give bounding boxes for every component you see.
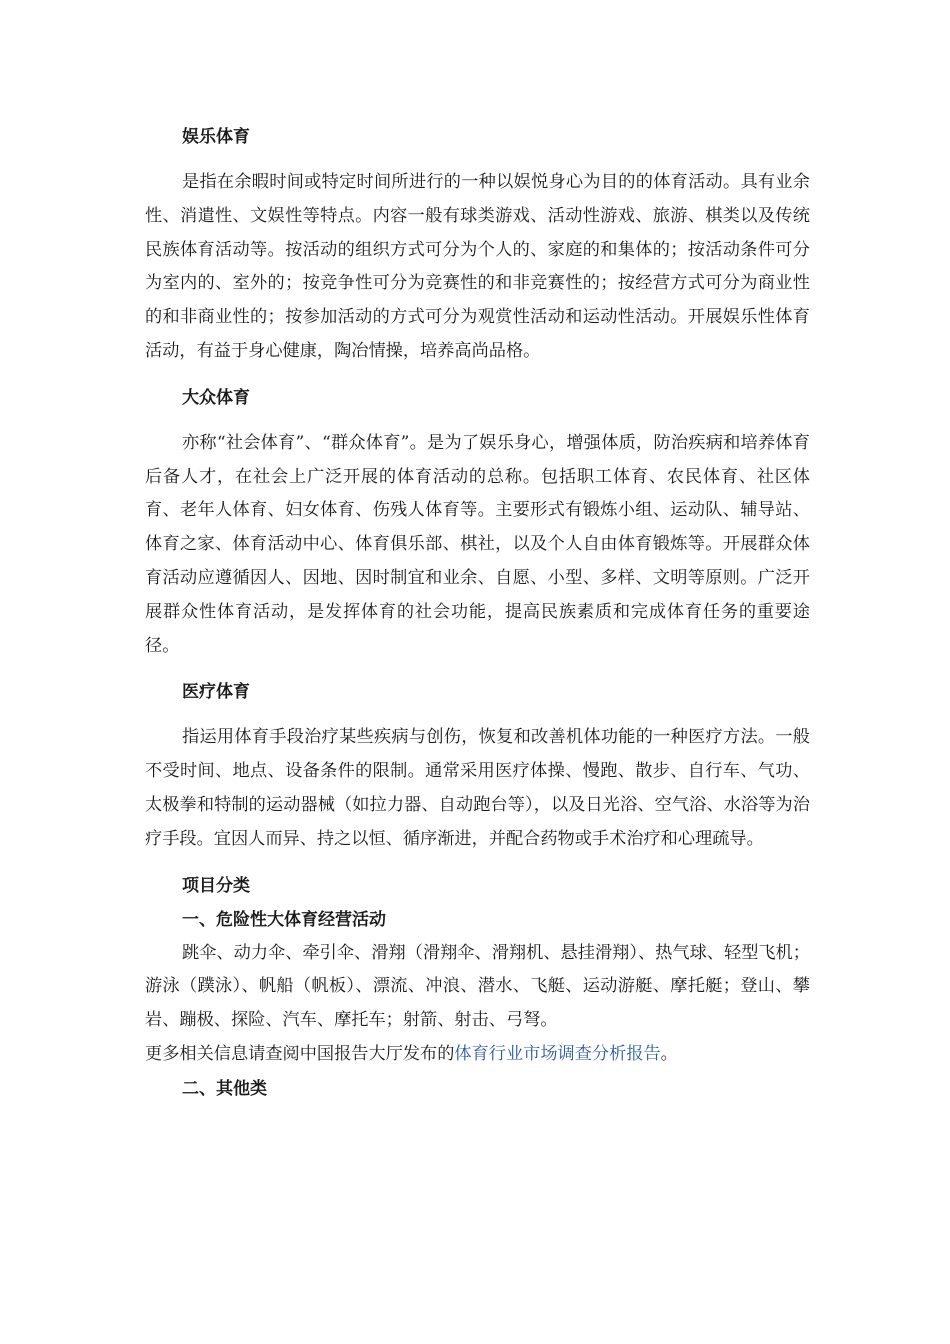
document-content: [145, 120, 810, 1106]
heading-high-risk-activities: 一、危险性大体育经营活动: [182, 909, 386, 930]
heading-project-classification: 项目分类: [182, 875, 250, 896]
paragraph-medical-sports: 指运用体育手段治疗某些疾病与创伤，恢复和改善机体功能的一种医疗方法。一般不受时间、地点、设备条件的限制。通常采用医疗体操、慢跑、散步、自行车、气功、太极拳和特制的运动器械（如拉力器、自动跑台等），以及日光浴、空气浴、水浴等为治疗手段。宜因人而异、持之以恒、循序渐进，并配合药物或手术治疗和心理疏导。: [145, 727, 810, 849]
more-info-suffix: 。: [660, 1043, 678, 1064]
paragraph-more-info: [145, 1038, 810, 1072]
paragraph-entertainment-sports: 是指在余暇时间或特定时间所进行的一种以娱悦身心为目的的体育活动。具有业余性、消遣性、文娱性等特点。内容一般有球类游戏、活动性游戏、旅游、棋类以及传统民族体育活动等。按活动的组织方式可分为个人的、家庭的和集体的；按活动条件可分为室内的、室外的；按竞争性可分为竞赛性的和非竞赛性的；按经营方式可分为商业性的和非商业性的；按参加活动的方式可分为观赏性活动和运动性活动。开展娱乐性体育活动，有益于身心健康，陶冶情操，培养高尚品格。: [145, 172, 810, 361]
more-info-prefix: 更多相关信息请查阅中国报告大厅发布的: [145, 1043, 455, 1064]
heading-other-category: 二、其他类: [182, 1078, 267, 1099]
paragraph-high-risk-activities: 跳伞、动力伞、牵引伞、滑翔（滑翔伞、滑翔机、悬挂滑翔）、热气球、轻型飞机；游泳（蹼泳）、帆船（帆板）、漂流、冲浪、潜水、飞艇、运动游艇、摩托艇；登山、攀岩、蹦极、探险、汽车、摩托车；射箭、射击、弓弩。: [145, 942, 810, 1031]
report-link[interactable]: 体育行业市场调查分析报告: [454, 1043, 661, 1064]
heading-entertainment-sports: 娱乐体育: [182, 127, 250, 147]
heading-mass-sports: 大众体育: [182, 387, 250, 408]
paragraph-mass-sports: 亦称“社会体育”、“群众体育”。是为了娱乐身心，增强体质，防治疾病和培养体育后备人才，在社会上广泛开展的体育活动的总称。包括职工体育、农民体育、社区体育、老年人体育、妇女体育、伤残人体育等。主要形式有锻炼小组、运动队、辅导站、体育之家、体育活动中心、体育俱乐部、棋社，以及个人自由体育锻炼等。开展群众体育活动应遵循因人、因地、因时制宜和业余、自愿、小型、多样、文明等原则。广泛开展群众性体育活动，是发挥体育的社会功能，提高民族素质和完成体育任务的重要途径。: [145, 432, 810, 656]
heading-medical-sports: 医疗体育: [182, 682, 250, 703]
